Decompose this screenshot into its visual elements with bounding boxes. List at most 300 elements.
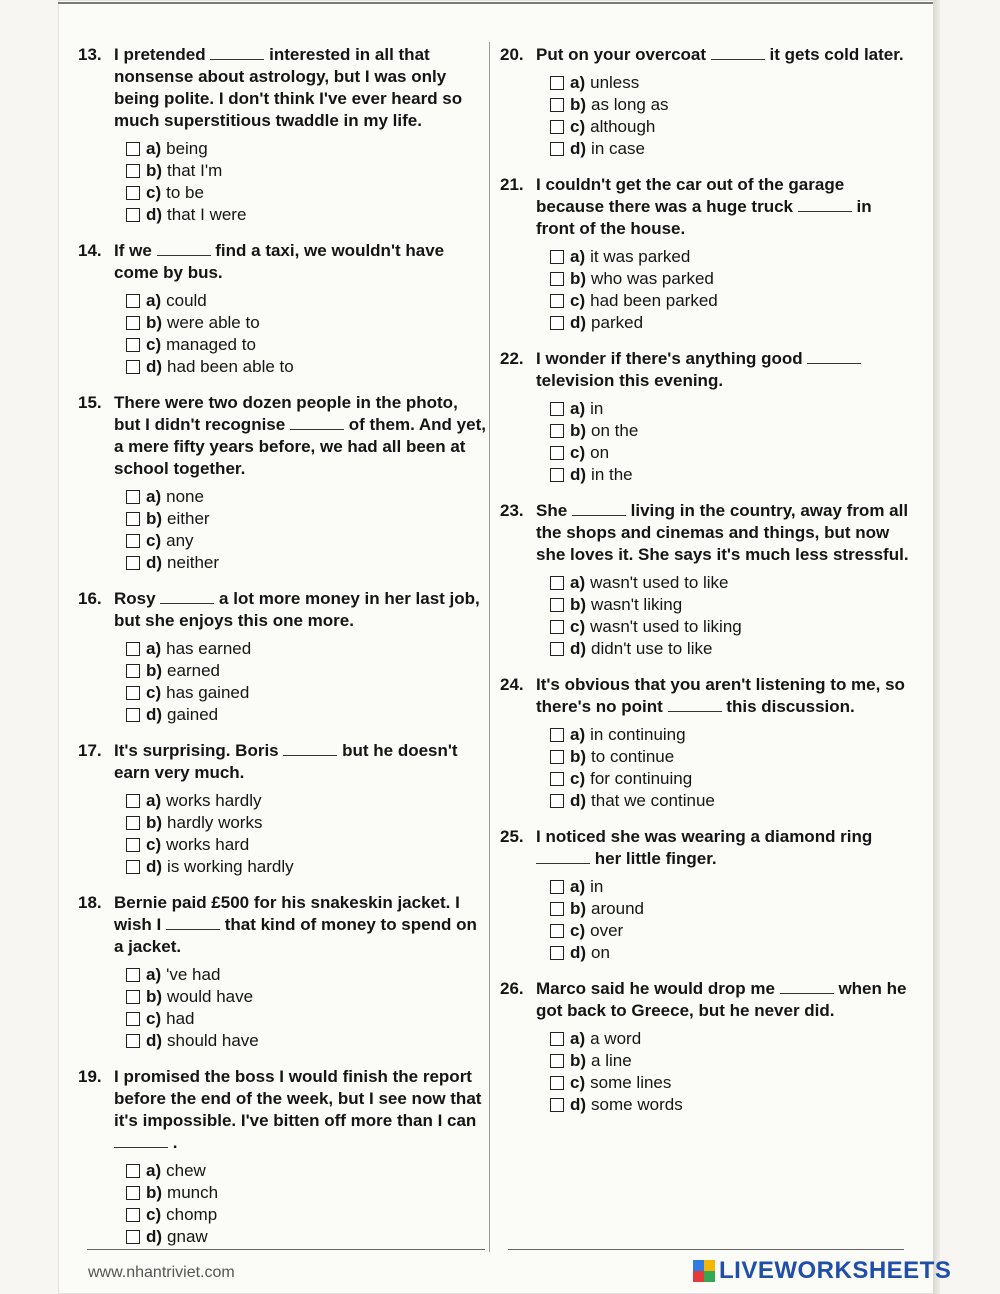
answer-option[interactable] (550, 790, 912, 812)
question-number: 22. (500, 349, 524, 368)
option-text: were able to (167, 313, 260, 332)
option-text: being (166, 139, 208, 158)
option-letter: c) (146, 1205, 162, 1224)
answer-option[interactable] (550, 464, 912, 486)
checkbox-icon[interactable] (550, 402, 564, 416)
stem-after-blank: this discussion. (726, 697, 855, 716)
answer-options (126, 638, 488, 726)
question-text (114, 588, 488, 632)
option-letter: d) (570, 313, 587, 332)
checkbox-icon[interactable] (550, 902, 564, 916)
answer-option[interactable] (550, 1028, 912, 1050)
question-text (114, 1066, 488, 1154)
option-letter: a) (570, 399, 586, 418)
checkbox-icon[interactable] (126, 838, 140, 852)
checkbox-icon[interactable] (126, 164, 140, 178)
option-letter: d) (570, 465, 587, 484)
column-divider (489, 42, 490, 1252)
answer-option[interactable] (126, 1204, 488, 1226)
answer-blank[interactable] (536, 849, 590, 864)
question-stem (78, 240, 488, 284)
option-letter: b) (570, 421, 587, 440)
option-text: wasn't used to like (590, 573, 729, 592)
top-rule (58, 2, 938, 4)
question-26 (500, 978, 912, 1116)
option-letter: a) (570, 877, 586, 896)
checkbox-icon[interactable] (550, 76, 564, 90)
answer-option[interactable] (126, 856, 488, 878)
option-letter: b) (146, 313, 163, 332)
answer-blank[interactable] (157, 241, 211, 256)
answer-option[interactable] (550, 116, 912, 138)
question-24 (500, 674, 912, 812)
checkbox-icon[interactable] (126, 360, 140, 374)
checkbox-icon[interactable] (126, 1230, 140, 1244)
option-text: didn't use to like (591, 639, 713, 658)
answer-blank[interactable] (780, 979, 834, 994)
checkbox-icon[interactable] (550, 598, 564, 612)
footer-rule-left (87, 1249, 485, 1250)
stem-after-blank: it gets cold later. (769, 45, 904, 64)
option-letter: d) (570, 791, 587, 810)
answer-option[interactable] (550, 616, 912, 638)
checkbox-icon[interactable] (550, 946, 564, 960)
question-stem (78, 1066, 488, 1154)
answer-blank[interactable] (210, 45, 264, 60)
answer-option[interactable] (550, 268, 912, 290)
publisher-website[interactable]: www.nhantriviet.com (88, 1264, 235, 1281)
question-stem (78, 392, 488, 480)
checkbox-icon[interactable] (550, 1054, 564, 1068)
answer-option[interactable] (126, 160, 488, 182)
option-text: neither (167, 553, 220, 572)
answer-option[interactable] (126, 1182, 488, 1204)
question-21 (500, 174, 912, 334)
answer-options (126, 290, 488, 378)
checkbox-icon[interactable] (550, 1032, 564, 1046)
option-letter: d) (146, 205, 163, 224)
option-text: any (166, 531, 194, 550)
option-text: either (167, 509, 210, 528)
option-text: had been parked (590, 291, 718, 310)
checkbox-icon[interactable] (550, 272, 564, 286)
question-stem (500, 978, 912, 1022)
checkbox-icon[interactable] (126, 816, 140, 830)
stem-before-blank: Rosy (114, 589, 156, 608)
option-letter: b) (146, 161, 163, 180)
option-letter: c) (146, 335, 162, 354)
answer-option[interactable] (126, 660, 488, 682)
option-text: in the (591, 465, 633, 484)
answer-option[interactable] (550, 246, 912, 268)
option-text: chomp (166, 1205, 218, 1224)
stem-before-blank: I couldn't get the car out of the garage because there was a huge truck (536, 175, 845, 216)
checkbox-icon[interactable] (550, 142, 564, 156)
checkbox-icon[interactable] (550, 98, 564, 112)
option-text: on (590, 443, 610, 462)
stem-before-blank: Bernie paid £500 for his snakeskin jacket. I wish I (114, 893, 460, 934)
answer-option[interactable] (550, 572, 912, 594)
option-letter: b) (146, 1183, 163, 1202)
answer-option[interactable] (126, 638, 488, 660)
option-letter: b) (146, 661, 163, 680)
answer-option[interactable] (550, 442, 912, 464)
option-text: wasn't liking (591, 595, 683, 614)
answer-option[interactable] (550, 594, 912, 616)
answer-option[interactable] (126, 1160, 488, 1182)
checkbox-icon[interactable] (126, 664, 140, 678)
answer-option[interactable] (550, 1072, 912, 1094)
option-letter: d) (570, 639, 587, 658)
stem-after-blank: a lot more money in her last job, but she enjoys this one more. (114, 589, 480, 630)
question-22 (500, 348, 912, 486)
question-text (536, 174, 912, 240)
option-text: around (591, 899, 644, 918)
question-number: 21. (500, 175, 524, 194)
checkbox-icon[interactable] (550, 1076, 564, 1090)
answer-option[interactable] (550, 876, 912, 898)
checkbox-icon[interactable] (550, 294, 564, 308)
checkbox-icon[interactable] (126, 1208, 140, 1222)
question-text (536, 674, 912, 718)
checkbox-icon[interactable] (126, 208, 140, 222)
option-text: works hardly (166, 791, 262, 810)
option-text: unless (590, 73, 640, 92)
stem-after-blank: that kind of money to spend on a jacket. (114, 915, 477, 956)
answer-blank[interactable] (290, 415, 344, 430)
checkbox-icon[interactable] (126, 990, 140, 1004)
option-letter: d) (146, 553, 163, 572)
option-letter: a) (146, 291, 162, 310)
answer-blank[interactable] (807, 349, 861, 364)
checkbox-icon[interactable] (550, 772, 564, 786)
question-14 (78, 240, 488, 378)
answer-option[interactable] (126, 682, 488, 704)
question-number: 16. (78, 589, 102, 608)
question-stem (500, 826, 912, 870)
stem-after-blank: find a taxi, we wouldn't have come by bus. (114, 241, 445, 282)
question-text (536, 44, 912, 66)
checkbox-icon[interactable] (126, 142, 140, 156)
option-text: some words (591, 1095, 683, 1114)
answer-option[interactable] (126, 486, 488, 508)
answer-option[interactable] (550, 72, 912, 94)
footer-rule-right (508, 1249, 904, 1250)
checkbox-icon[interactable] (126, 1164, 140, 1178)
option-text: munch (167, 1183, 219, 1202)
checkbox-icon[interactable] (126, 316, 140, 330)
stem-after-blank: of them. And yet, a mere fifty years before, we had all been at school together. (114, 415, 486, 478)
answer-blank[interactable] (798, 197, 852, 212)
answer-options (126, 964, 488, 1052)
option-text: that we continue (591, 791, 715, 810)
answer-option[interactable] (126, 704, 488, 726)
option-text: wasn't used to liking (590, 617, 742, 636)
option-text: in (590, 399, 604, 418)
question-number: 26. (500, 979, 524, 998)
question-text (114, 240, 488, 284)
answer-option[interactable] (126, 312, 488, 334)
answer-option[interactable] (126, 1030, 488, 1052)
option-letter: a) (146, 139, 162, 158)
answer-option[interactable] (550, 724, 912, 746)
option-text: gnaw (167, 1227, 208, 1246)
stem-after-blank: but he doesn't earn very much. (114, 741, 458, 782)
right-question-column (500, 44, 912, 1130)
option-letter: c) (146, 1009, 162, 1028)
answer-option[interactable] (126, 204, 488, 226)
checkbox-icon[interactable] (550, 750, 564, 764)
answer-option[interactable] (550, 1050, 912, 1072)
checkbox-icon[interactable] (550, 120, 564, 134)
option-text: to continue (591, 747, 675, 766)
checkbox-icon[interactable] (550, 880, 564, 894)
checkbox-icon[interactable] (126, 1012, 140, 1026)
option-letter: b) (146, 509, 163, 528)
answer-option[interactable] (126, 812, 488, 834)
question-stem (500, 500, 912, 566)
answer-option[interactable] (550, 920, 912, 942)
question-number: 25. (500, 827, 524, 846)
option-letter: c) (570, 291, 586, 310)
answer-option[interactable] (126, 334, 488, 356)
checkbox-icon[interactable] (550, 250, 564, 264)
answer-options (126, 138, 488, 226)
checkbox-icon[interactable] (126, 534, 140, 548)
answer-blank[interactable] (114, 1133, 168, 1148)
option-text: on the (591, 421, 639, 440)
option-text: should have (167, 1031, 259, 1050)
checkbox-icon[interactable] (550, 728, 564, 742)
answer-blank[interactable] (166, 915, 220, 930)
stem-before-blank: There were two dozen people in the photo, but I didn't recognise (114, 393, 458, 434)
stem-before-blank: Marco said he would drop me (536, 979, 775, 998)
answer-option[interactable] (126, 1008, 488, 1030)
option-text: none (166, 487, 204, 506)
option-letter: a) (146, 487, 162, 506)
answer-option[interactable] (550, 398, 912, 420)
stem-before-blank: I wonder if there's anything good (536, 349, 803, 368)
answer-option[interactable] (550, 94, 912, 116)
option-letter: d) (570, 943, 587, 962)
option-letter: b) (146, 987, 163, 1006)
question-text (114, 892, 488, 958)
option-text: for continuing (590, 769, 693, 788)
question-text (536, 978, 912, 1022)
option-text: chew (166, 1161, 206, 1180)
answer-blank[interactable] (668, 697, 722, 712)
answer-blank[interactable] (572, 501, 626, 516)
question-text (114, 740, 488, 784)
question-number: 15. (78, 393, 102, 412)
answer-option[interactable] (126, 964, 488, 986)
answer-option[interactable] (126, 986, 488, 1008)
option-letter: a) (146, 639, 162, 658)
option-letter: a) (146, 965, 162, 984)
checkbox-icon[interactable] (126, 708, 140, 722)
checkbox-icon[interactable] (126, 968, 140, 982)
option-letter: c) (570, 117, 586, 136)
option-text: in (590, 877, 604, 896)
option-text: has earned (166, 639, 252, 658)
checkbox-icon[interactable] (126, 686, 140, 700)
answer-option[interactable] (550, 138, 912, 160)
option-letter: b) (146, 813, 163, 832)
option-letter: c) (570, 1073, 586, 1092)
answer-option[interactable] (550, 1094, 912, 1116)
option-text: had been able to (167, 357, 294, 376)
stem-after-blank: interested in all that nonsense about astrology, but I was only being polite. I don't think I've ever heard so much superstitious twaddle in my life. (114, 45, 463, 130)
option-letter: c) (146, 183, 162, 202)
option-text: some lines (590, 1073, 672, 1092)
checkbox-icon[interactable] (126, 1034, 140, 1048)
option-text: is working hardly (167, 857, 294, 876)
answer-option[interactable] (126, 530, 488, 552)
question-text (114, 392, 488, 480)
answer-option[interactable] (126, 834, 488, 856)
checkbox-icon[interactable] (126, 186, 140, 200)
option-letter: c) (570, 617, 586, 636)
checkbox-icon[interactable] (550, 446, 564, 460)
option-text: it was parked (590, 247, 691, 266)
answer-options (550, 876, 912, 964)
checkbox-icon[interactable] (126, 794, 140, 808)
answer-option[interactable] (126, 182, 488, 204)
checkbox-icon[interactable] (126, 1186, 140, 1200)
liveworksheets-logo-icon (693, 1260, 715, 1282)
answer-option[interactable] (550, 312, 912, 334)
option-text: parked (591, 313, 644, 332)
stem-before-blank: If we (114, 241, 152, 260)
question-number: 14. (78, 241, 102, 260)
option-text: would have (167, 987, 254, 1006)
answer-option[interactable] (126, 138, 488, 160)
answer-option[interactable] (126, 790, 488, 812)
checkbox-icon[interactable] (126, 512, 140, 526)
checkbox-icon[interactable] (550, 924, 564, 938)
option-letter: a) (570, 73, 586, 92)
stem-before-blank: It's surprising. Boris (114, 741, 279, 760)
answer-options (550, 724, 912, 812)
answer-options (550, 398, 912, 486)
answer-option[interactable] (550, 746, 912, 768)
option-letter: c) (146, 835, 162, 854)
stem-before-blank: I noticed she was wearing a diamond ring (536, 827, 873, 846)
question-number: 20. (500, 45, 524, 64)
option-text: 've had (166, 965, 221, 984)
question-stem (78, 44, 488, 132)
question-number: 23. (500, 501, 524, 520)
checkbox-icon[interactable] (126, 294, 140, 308)
answer-option[interactable] (550, 420, 912, 442)
checkbox-icon[interactable] (126, 642, 140, 656)
answer-option[interactable] (550, 942, 912, 964)
question-19 (78, 1066, 488, 1248)
option-letter: b) (570, 747, 587, 766)
answer-option[interactable] (126, 552, 488, 574)
question-text (536, 348, 912, 392)
answer-options (550, 1028, 912, 1116)
answer-options (126, 486, 488, 574)
option-letter: c) (570, 921, 586, 940)
checkbox-icon[interactable] (126, 556, 140, 570)
checkbox-icon[interactable] (550, 642, 564, 656)
option-text: over (590, 921, 624, 940)
checkbox-icon[interactable] (550, 794, 564, 808)
option-text: managed to (166, 335, 256, 354)
stem-before-blank: She (536, 501, 568, 520)
answer-option[interactable] (126, 1226, 488, 1248)
answer-option[interactable] (550, 290, 912, 312)
checkbox-icon[interactable] (550, 316, 564, 330)
question-16 (78, 588, 488, 726)
question-stem (500, 174, 912, 240)
question-stem (78, 892, 488, 958)
answer-option[interactable] (550, 898, 912, 920)
option-letter: d) (146, 857, 163, 876)
checkbox-icon[interactable] (126, 490, 140, 504)
page-edge-shadow (933, 0, 940, 1294)
option-text: to be (166, 183, 204, 202)
liveworksheets-logo[interactable] (693, 1257, 951, 1285)
stem-before-blank: I promised the boss I would finish the report before the end of the week, but I see now that it's impossible. I've bitten off more than I can (114, 1067, 482, 1130)
answer-options (126, 790, 488, 878)
checkbox-icon[interactable] (550, 1098, 564, 1112)
option-letter: d) (146, 705, 163, 724)
stem-after-blank: living in the country, away from all the shops and cinemas and things, but now she loves it. She says it's much less stressful. (536, 501, 909, 564)
answer-option[interactable] (550, 768, 912, 790)
checkbox-icon[interactable] (550, 468, 564, 482)
question-stem (500, 674, 912, 718)
option-letter: a) (570, 725, 586, 744)
checkbox-icon[interactable] (550, 620, 564, 634)
option-text: on (591, 943, 610, 962)
checkbox-icon[interactable] (126, 860, 140, 874)
option-letter: a) (570, 247, 586, 266)
stem-after-blank: when he got back to Greece, but he never did. (536, 979, 907, 1020)
option-letter: b) (570, 95, 587, 114)
answer-option[interactable] (126, 508, 488, 530)
answer-blank[interactable] (711, 45, 765, 60)
option-letter: d) (146, 357, 163, 376)
checkbox-icon[interactable] (126, 338, 140, 352)
checkbox-icon[interactable] (550, 424, 564, 438)
answer-blank[interactable] (160, 589, 214, 604)
question-text (114, 44, 488, 132)
question-text (536, 500, 912, 566)
option-letter: c) (146, 683, 162, 702)
stem-before-blank: It's obvious that you aren't listening to me, so there's no point (536, 675, 905, 716)
option-letter: c) (570, 443, 586, 462)
answer-blank[interactable] (283, 741, 337, 756)
option-text: could (166, 291, 207, 310)
answer-options (550, 572, 912, 660)
answer-option[interactable] (126, 356, 488, 378)
option-text: that I'm (167, 161, 223, 180)
left-question-column (78, 44, 488, 1262)
question-17 (78, 740, 488, 878)
stem-before-blank: I pretended (114, 45, 206, 64)
option-text: in continuing (590, 725, 686, 744)
option-letter: c) (146, 531, 162, 550)
option-text: earned (167, 661, 220, 680)
checkbox-icon[interactable] (550, 576, 564, 590)
question-text (536, 826, 912, 870)
answer-options (126, 1160, 488, 1248)
option-letter: b) (570, 1051, 587, 1070)
answer-option[interactable] (550, 638, 912, 660)
answer-option[interactable] (126, 290, 488, 312)
